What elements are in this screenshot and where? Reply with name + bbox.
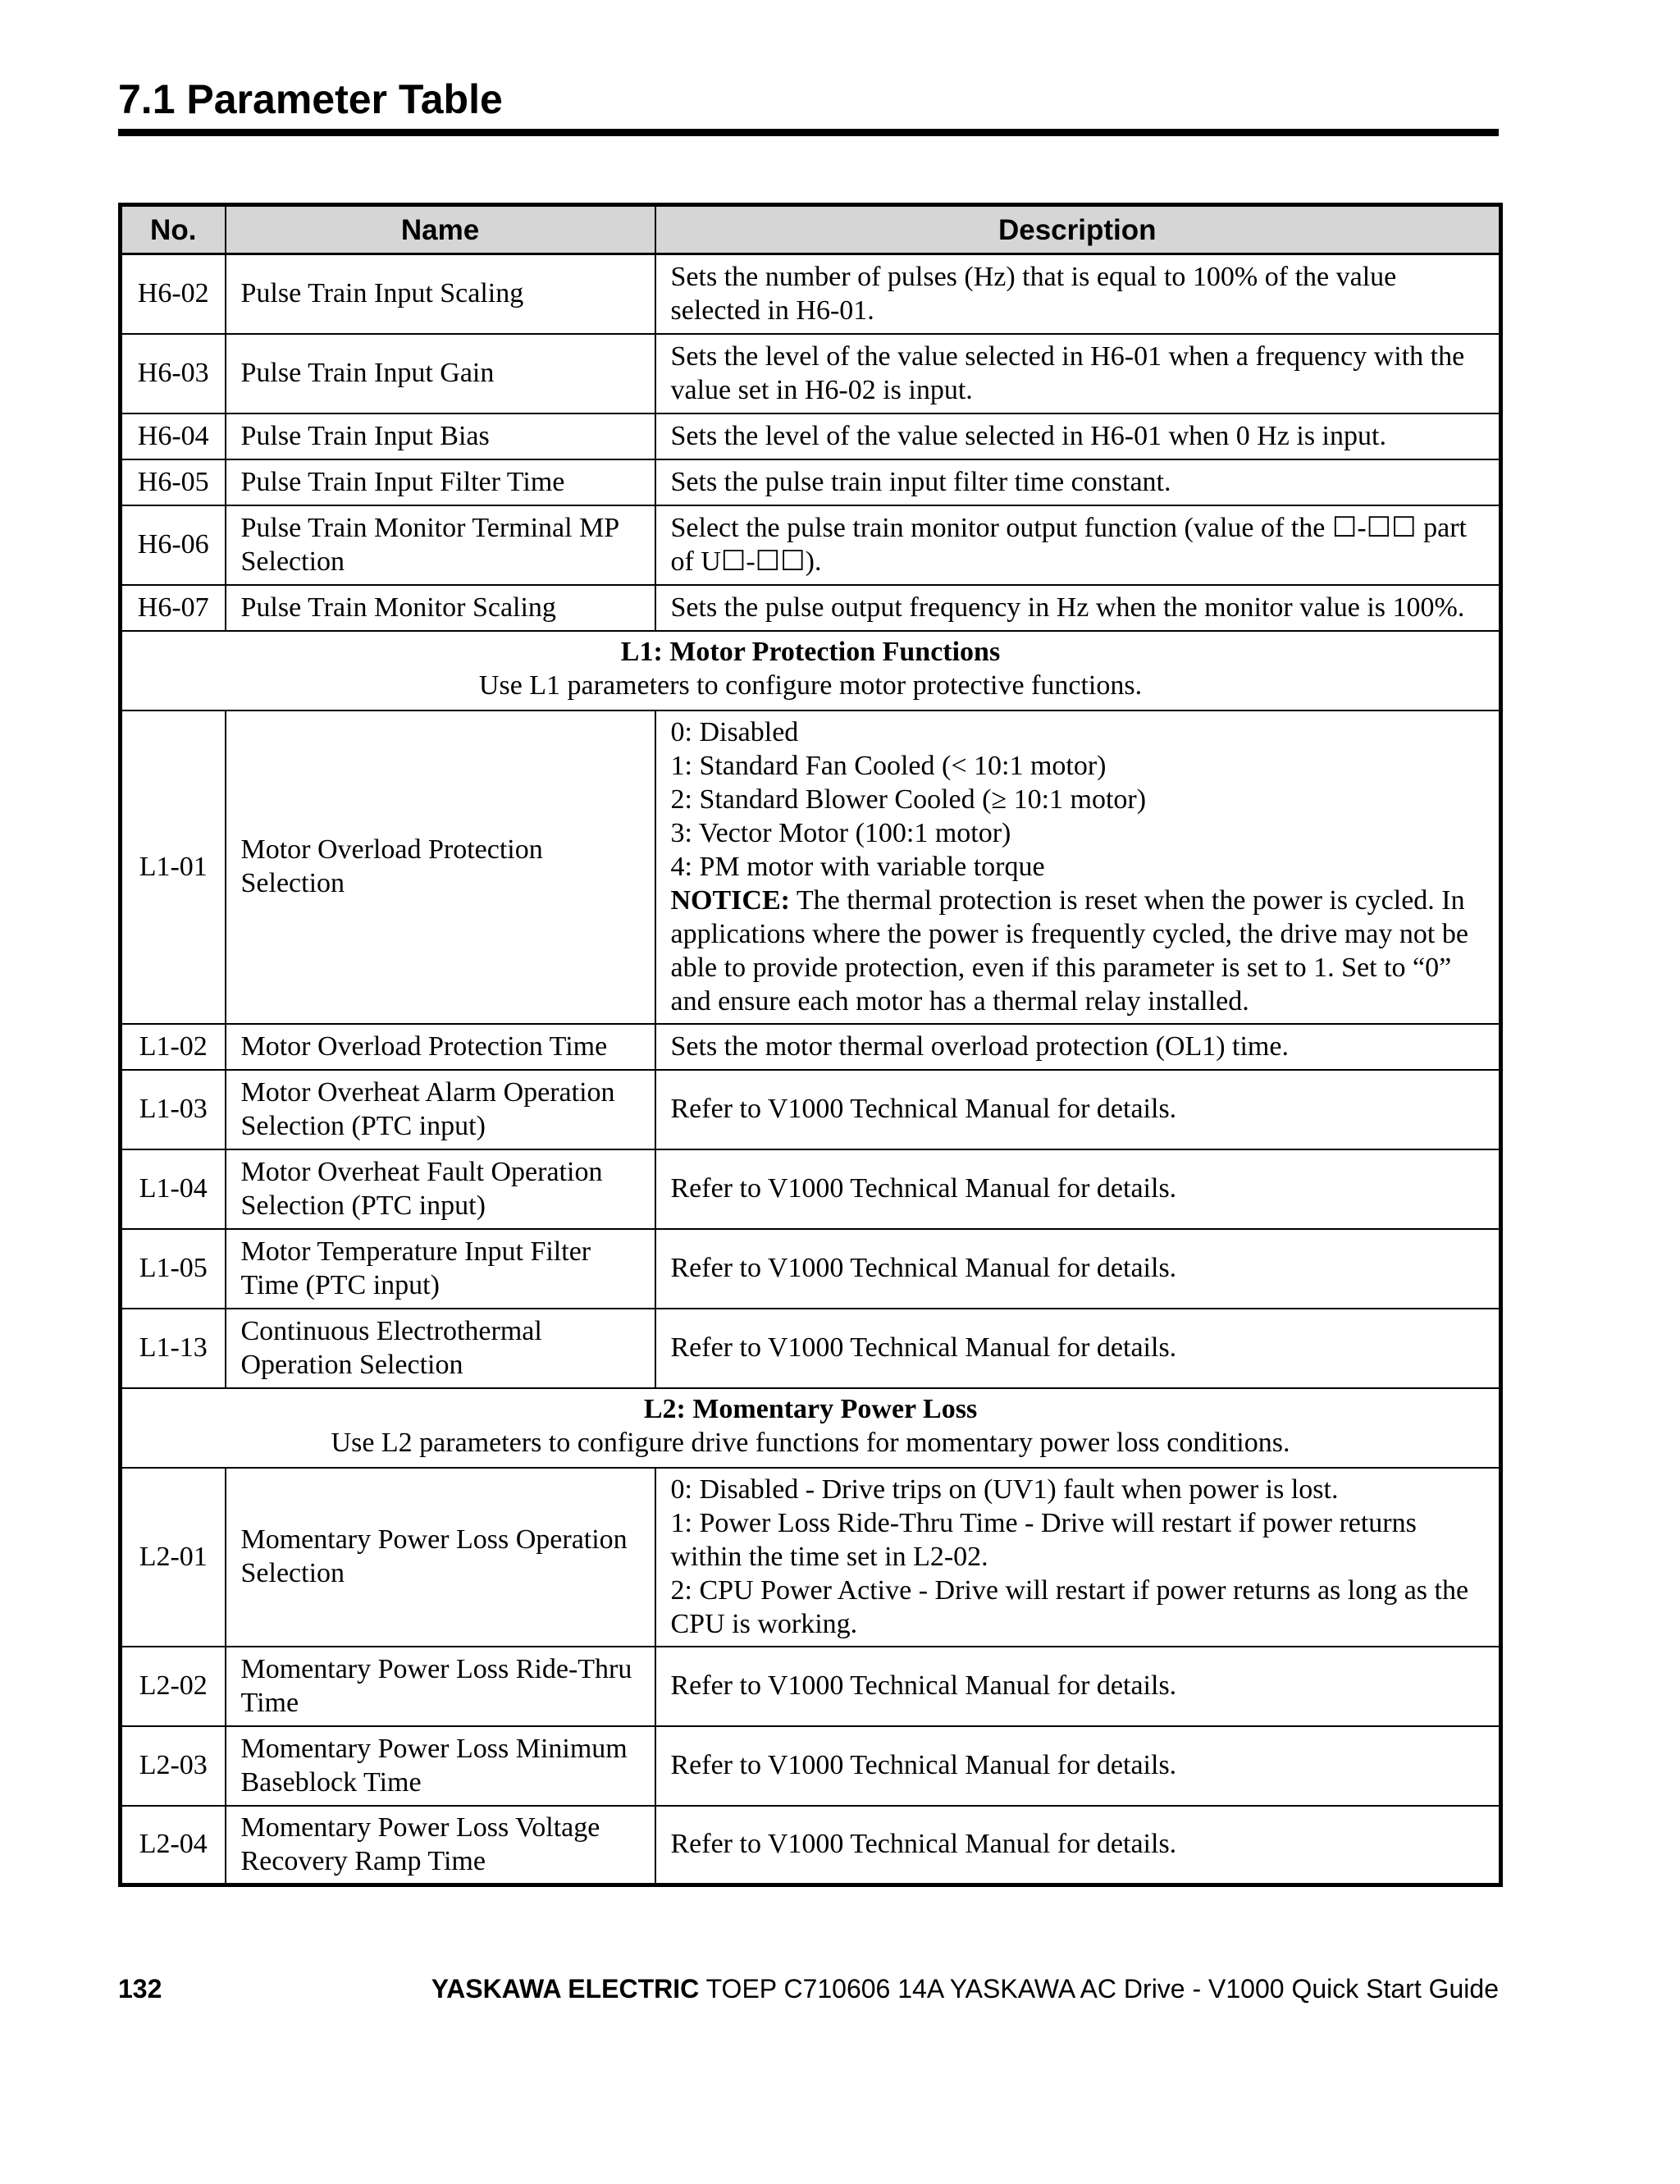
param-description: Refer to V1000 Technical Manual for details. [655,1647,1501,1726]
table-row [121,1726,1501,1806]
param-no: L2-03 [121,1726,226,1806]
table-row [121,1309,1501,1388]
section-subtitle: Use L1 parameters to configure motor protective functions. [478,670,1143,701]
section-cell [121,1388,1501,1468]
table-row [121,505,1501,585]
param-name: Motor Overload Protection Time [226,1024,655,1070]
param-no: L1-13 [121,1309,226,1388]
table-row [121,1149,1501,1229]
param-name: Pulse Train Input Filter Time [226,459,655,505]
option-line: 2: Standard Blower Cooled (≥ 10:1 motor) [670,784,1147,815]
option-line: 3: Vector Motor (100:1 motor) [670,817,1011,848]
param-name: Motor Temperature Input Filter Time (PTC input) [226,1229,655,1309]
param-no: L1-01 [121,710,226,1024]
param-name: Pulse Train Input Scaling [226,254,655,334]
param-no: L1-02 [121,1024,226,1070]
footer-doc-title: TOEP C710606 14A YASKAWA AC Drive - V1000 Quick Start Guide [699,1974,1499,2004]
section-subtitle: Use L2 parameters to configure drive functions for momentary power loss conditions. [331,1428,1290,1458]
param-description: Refer to V1000 Technical Manual for details. [655,1726,1501,1806]
param-description: Sets the level of the value selected in H6-01 when a frequency with the value set in H6-02 is input. [655,334,1501,413]
table-row [121,1229,1501,1309]
param-description: Sets the level of the value selected in H6-01 when 0 Hz is input. [655,413,1501,459]
parameter-table [118,203,1503,1887]
param-description: Refer to V1000 Technical Manual for details. [655,1806,1501,1885]
param-name: Motor Overheat Fault Operation Selection (PTC input) [226,1149,655,1229]
param-no: L1-04 [121,1149,226,1229]
table-row [121,710,1501,1024]
section-cell [121,631,1501,710]
param-description: Select the pulse train monitor output function (value of the ☐-☐☐ part of U☐-☐☐). [655,505,1501,585]
param-no: L1-03 [121,1070,226,1149]
table-row [121,1647,1501,1726]
param-no: H6-05 [121,459,226,505]
notice-text: The thermal protection is reset when the power is cycled. In applications where the power is frequently cycled, the drive may not be able to provide protection, even if this parameter is set to 1. Set to “0” and ensure each motor has a thermal relay installed. [670,884,1468,1017]
option-line: 0: Disabled [670,716,799,747]
option-line: 0: Disabled - Drive trips on (UV1) fault when power is lost. [670,1474,1339,1505]
table-row [121,459,1501,505]
param-name: Momentary Power Loss Ride-Thru Time [226,1647,655,1726]
param-description: Refer to V1000 Technical Manual for details. [655,1229,1501,1309]
table-header-row [121,205,1501,254]
param-name: Pulse Train Input Bias [226,413,655,459]
param-description [655,710,1501,1024]
param-name: Momentary Power Loss Operation Selection [226,1468,655,1647]
footer-brand: YASKAWA ELECTRIC [431,1974,700,2004]
notice-label: NOTICE: [670,884,790,916]
param-no: H6-07 [121,585,226,631]
param-no: L1-05 [121,1229,226,1309]
param-no: H6-02 [121,254,226,334]
title-rule [118,129,1499,136]
param-name: Motor Overload Protection Selection [226,710,655,1024]
option-line: 2: CPU Power Active - Drive will restart if power returns as long as the CPU is working. [670,1574,1469,1639]
option-line: 1: Power Loss Ride-Thru Time - Drive will restart if power returns within the time set in L2-02. [670,1507,1417,1572]
table-row [121,334,1501,413]
table-row [121,1024,1501,1070]
page-number: 132 [118,1974,162,2004]
table-row [121,585,1501,631]
table-row [121,1806,1501,1885]
param-no: H6-06 [121,505,226,585]
param-no: L2-02 [121,1647,226,1726]
param-name: Pulse Train Monitor Terminal MP Selection [226,505,655,585]
page-title: 7.1 Parameter Table [118,76,503,122]
param-name: Momentary Power Loss Voltage Recovery Ramp Time [226,1806,655,1885]
footer-document-info [431,1974,1499,2004]
param-description: Sets the pulse output frequency in Hz when the monitor value is 100%. [655,585,1501,631]
table-row [121,1070,1501,1149]
section-title: L2: Momentary Power Loss [643,1394,978,1424]
param-no: L2-04 [121,1806,226,1885]
param-name: Pulse Train Monitor Scaling [226,585,655,631]
header-name: Name [226,205,655,254]
param-description: Sets the motor thermal overload protection (OL1) time. [655,1024,1501,1070]
section-title: L1: Motor Protection Functions [620,637,1001,667]
table-row [121,254,1501,334]
header-no: No. [121,205,226,254]
section-row-l2 [121,1388,1501,1468]
param-description [655,1468,1501,1647]
table-row [121,413,1501,459]
option-line: 4: PM motor with variable torque [670,851,1045,882]
notice-paragraph [671,884,1485,1018]
param-name: Momentary Power Loss Minimum Baseblock Time [226,1726,655,1806]
header-description: Description [655,205,1501,254]
param-no: H6-04 [121,413,226,459]
param-no: L2-01 [121,1468,226,1647]
param-description: Refer to V1000 Technical Manual for details. [655,1309,1501,1388]
option-line: 1: Standard Fan Cooled (< 10:1 motor) [670,750,1107,781]
section-row-l1 [121,631,1501,710]
param-name: Continuous Electrothermal Operation Selection [226,1309,655,1388]
param-description: Refer to V1000 Technical Manual for details. [655,1070,1501,1149]
table-row [121,1468,1501,1647]
param-description: Sets the pulse train input filter time constant. [655,459,1501,505]
param-name: Motor Overheat Alarm Operation Selection (PTC input) [226,1070,655,1149]
param-description: Sets the number of pulses (Hz) that is equal to 100% of the value selected in H6-01. [655,254,1501,334]
param-description: Refer to V1000 Technical Manual for details. [655,1149,1501,1229]
param-no: H6-03 [121,334,226,413]
param-name: Pulse Train Input Gain [226,334,655,413]
